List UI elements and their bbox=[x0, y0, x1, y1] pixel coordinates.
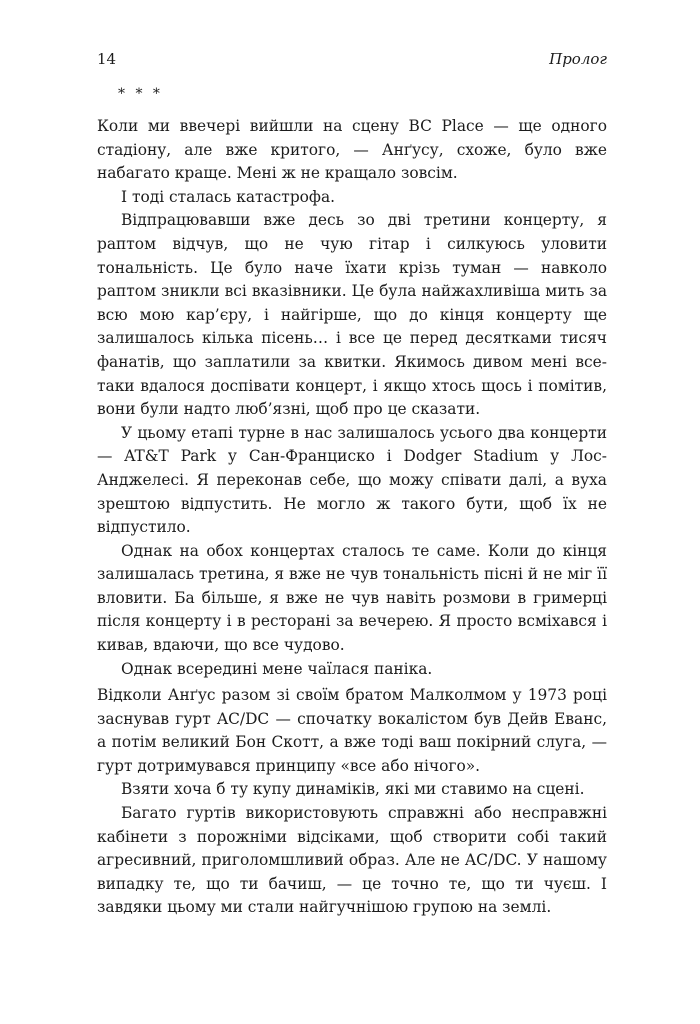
paragraph: І тоді сталась катастрофа. bbox=[121, 187, 336, 206]
section-break: * * * bbox=[118, 86, 163, 102]
paragraph: Однак на обох концертах сталось те саме. Коли до кінця залишалась третина, я вже не чув тональність пісні й не міг її вловити. Ба більше, я вже не чув навіть розмови в гримерці після концерту і в ресторані за вечерею. Я просто всміхався і кивав, вдаючи, що все чудово. bbox=[97, 541, 607, 655]
paragraph: Взяти хоча б ту купу динаміків, які ми ставимо на сцені. bbox=[121, 780, 585, 799]
running-head: Пролог bbox=[549, 50, 607, 68]
paragraph: Багато гуртів використовують справжні або несправжні кабінети з порожніми відсіками, щоб створити собі такий агресивний, приголомшливий образ. Але не AC/DC. У нашому випадку те, що ти бачиш, — це точно те, що ти чуєш. І завдяки цьому ми стали найгучнішою групою на землі. bbox=[97, 803, 607, 917]
text-section-1 bbox=[97, 115, 607, 681]
text-section-2 bbox=[97, 684, 607, 920]
paragraph: Відпрацювавши вже десь зо дві третини концерту, я раптом відчув, що не чую гітар і силкуюсь уловити тональність. Це було наче їхати крізь туман — навколо раптом зникли всі вказівники. Це була найжахливіша мить за всю мою кар’єру, і найгірше, що до кінця концерту ще залишалось кілька пісень… і все це перед десятками тисяч фанатів, що заплатили за квитки. Якимось дивом мені все-таки вдалося доспівати концерт, і якщо хтось щось і помітив, вони були надто люб’язні, щоб про це сказати. bbox=[97, 211, 607, 419]
paragraph: Коли ми ввечері вийшли на сцену BC Place — ще одного стадіону, але вже критого, — Анґусу, схоже, було вже набагато краще. Мені ж не кращало зовсім. bbox=[97, 117, 607, 183]
paragraph: У цьому етапі турне в нас залишалось усього два концерти — AT&T Park у Сан-Франциско і Dodger Stadium у Лос-Анджелесі. Я переконав себе, що можу співати далі, а вуха зрештою відпустить. Не могло ж такого бути, щоб їх не відпустило. bbox=[97, 423, 607, 537]
page-header bbox=[97, 50, 607, 74]
paragraph: Відколи Анґус разом зі своїм братом Малколмом у 1973 році заснував гурт AC/DC — спочатку вокалістом був Дейв Еванс, а потім великий Бон Скотт, а вже тоді ваш покірний слуга, — гурт дотримувався принципу «все або нічого». bbox=[97, 686, 607, 775]
paragraph: Однак всередині мене чаїлася паніка. bbox=[121, 659, 433, 678]
page-number: 14 bbox=[97, 50, 117, 68]
